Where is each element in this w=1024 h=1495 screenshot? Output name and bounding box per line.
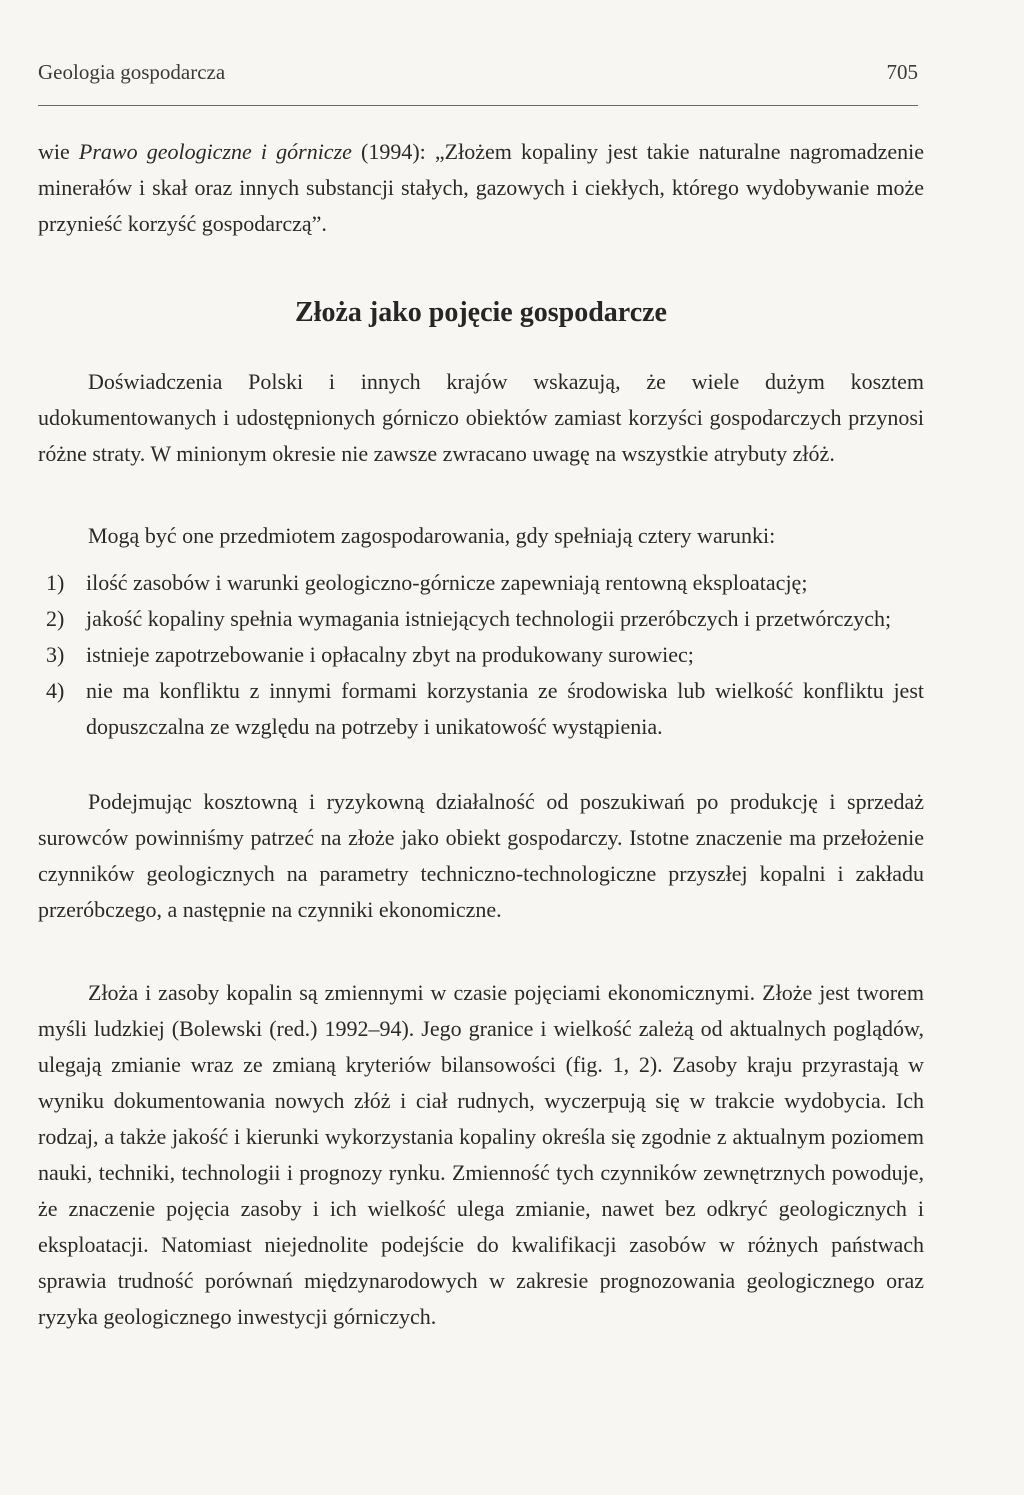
intro-paragraph	[38, 134, 924, 242]
section-paragraph-2	[38, 518, 924, 554]
list-item	[38, 601, 924, 637]
list-text: jakość kopaliny spełnia wymagania istniejących technologii przeróbczych i przetwórczych;	[86, 606, 892, 631]
list-item	[38, 673, 924, 745]
section-paragraph-4	[38, 975, 924, 1335]
running-head-title: Geologia gospodarcza	[38, 60, 226, 84]
conditions-list	[38, 565, 924, 745]
list-number: 3)	[46, 642, 65, 667]
list-text: nie ma konfliktu z innymi formami korzystania ze środowiska lub wielkość konfliktu jest dopuszczalna ze względu na potrzeby i unikatowość wystąpienia.	[86, 678, 924, 739]
list-item	[38, 637, 924, 673]
list-item	[38, 565, 924, 601]
list-text: ilość zasobów i warunki geologiczno-górnicze zapewniają rentowną eksploatację;	[86, 570, 808, 595]
list-number: 1)	[46, 570, 65, 595]
section-paragraph-1	[38, 364, 924, 472]
list-number: 4)	[46, 678, 65, 703]
law-title: Prawo geologiczne i górnicze	[78, 139, 352, 164]
paragraph-text: Złoża i zasoby kopalin są zmiennymi w czasie pojęciami ekonomicznymi. Złoże jest tworem myśli ludzkiej (Bolewski (red.) 1992–94). Jego granice i wielkość zależą od aktualnych poglądów, ulegają zmianie wraz ze zmianą kryteriów bilansowości (fig. 1, 2). Zasoby kraju przyrastają w wyniku dokumentowania nowych złóż i ciał rudnych, wyczerpują się w trakcie wydobycia. Ich rodzaj, a także jakość i kierunki wykorzystania kopaliny określa się zgodnie z aktualnym poziomem nauki, techniki, technologii i prognozy rynku. Zmienność tych czynników zewnętrznych powoduje, że znaczenie pojęcia zasoby i ich wielkość ulega zmianie, nawet bez odkryć geologicznych i eksploatacji. Natomiast niejednolite podejście do kwalifikacji zasobów w różnych państwach sprawia trudność porównań międzynarodowych w zakresie prognozowania geologicznego oraz ryzyka geologicznego inwestycji górniczych.	[38, 980, 924, 1329]
intro-prefix: wie	[38, 139, 79, 164]
list-text: istnieje zapotrzebowanie i opłacalny zbyt na produkowany surowiec;	[86, 642, 694, 667]
paragraph-text: Doświadczenia Polski i innych krajów wskazują, że wiele dużym kosztem udokumentowanych i udostępnionych górniczo obiektów zamiast korzyści gospodarczych przynosi różne straty. W minionym okresie nie zawsze zwracano uwagę na wszystkie atrybuty złóż.	[38, 369, 924, 466]
paragraph-text: Podejmując kosztowną i ryzykowną działalność od poszukiwań po produkcję i sprzedaż surowców powinniśmy patrzeć na złoże jako obiekt gospodarczy. Istotne znaczenie ma przełożenie czynników geologicznych na parametry techniczno-technologiczne przyszłej kopalni i zakładu przeróbczego, a następnie na czynniki ekonomiczne.	[38, 789, 924, 922]
intro-quote: (1994): „Złożem kopaliny jest takie naturalne nagromadzenie minerałów i skał oraz innych substancji stałych, gazowych i ciekłych, którego wydobywanie może przynieść korzyść gospodarczą”.	[38, 139, 925, 236]
page-number: 705	[886, 60, 918, 84]
section-heading: Złoża jako pojęcie gospodarcze	[295, 297, 667, 328]
running-head	[38, 60, 918, 90]
paragraph-text: Mogą być one przedmiotem zagospodarowania, gdy spełniają cztery warunki:	[88, 523, 776, 548]
list-number: 2)	[46, 606, 65, 631]
header-rule	[38, 105, 918, 106]
section-paragraph-3	[38, 784, 924, 928]
